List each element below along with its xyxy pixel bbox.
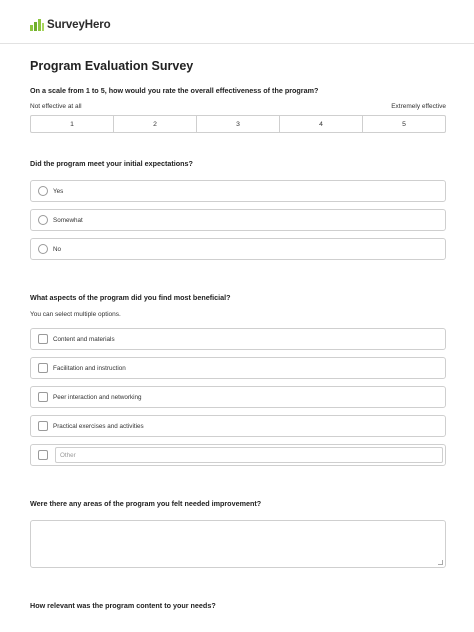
checkbox-option-peer[interactable] xyxy=(30,386,446,408)
radio-option-label: Yes xyxy=(53,187,64,195)
resize-handle-icon[interactable] xyxy=(438,560,443,565)
header-bar xyxy=(0,0,474,44)
scale-option-3[interactable]: 3 xyxy=(197,116,280,132)
checkbox-option-label: Practical exercises and activities xyxy=(53,422,144,430)
question-5-label: How relevant was the program content to your needs? xyxy=(30,601,216,610)
question-3-hint: You can select multiple options. xyxy=(30,311,121,318)
radio-option-label: Somewhat xyxy=(53,216,83,224)
question-4-label: Were there any areas of the program you felt needed improvement? xyxy=(30,499,262,508)
checkbox[interactable] xyxy=(38,421,48,431)
question-2-label: Did the program meet your initial expectations? xyxy=(30,159,193,168)
checkbox-option-label: Content and materials xyxy=(53,335,115,343)
radio-option-yes[interactable] xyxy=(30,180,446,202)
checkbox-option-other[interactable] xyxy=(30,444,446,466)
surveyhero-logo-icon xyxy=(30,19,44,31)
checkbox[interactable] xyxy=(38,450,48,460)
checkbox-option-facilitation[interactable] xyxy=(30,357,446,379)
radio-button[interactable] xyxy=(38,215,48,225)
brand-name: SurveyHero xyxy=(47,19,111,31)
radio-button[interactable] xyxy=(38,186,48,196)
scale-option-5[interactable]: 5 xyxy=(402,120,406,128)
scale-min-label: Not effective at all xyxy=(30,103,82,110)
brand-logo[interactable] xyxy=(30,19,111,31)
checkbox-option-label: Peer interaction and networking xyxy=(53,393,142,401)
checkbox[interactable] xyxy=(38,334,48,344)
checkbox[interactable] xyxy=(38,363,48,373)
question-1-label: On a scale from 1 to 5, how would you rate the overall effectiveness of the program? xyxy=(30,86,319,95)
question-3-label: What aspects of the program did you find most beneficial? xyxy=(30,293,231,302)
improvement-textarea[interactable] xyxy=(30,520,446,568)
radio-option-label: No xyxy=(53,245,62,253)
scale-option-2[interactable]: 2 xyxy=(114,116,197,132)
other-placeholder: Other xyxy=(60,451,76,459)
checkbox-option-label: Facilitation and instruction xyxy=(53,364,126,372)
other-text-input[interactable] xyxy=(55,447,443,463)
checkbox-option-practical[interactable] xyxy=(30,415,446,437)
scale-max-label: Extremely effective xyxy=(391,103,446,110)
survey-title: Program Evaluation Survey xyxy=(30,59,194,73)
checkbox[interactable] xyxy=(38,392,48,402)
radio-option-somewhat[interactable] xyxy=(30,209,446,231)
radio-option-no[interactable] xyxy=(30,238,446,260)
scale-option-1[interactable]: 1 xyxy=(31,116,114,132)
scale-option-4[interactable]: 4 xyxy=(280,116,363,132)
checkbox-option-content[interactable] xyxy=(30,328,446,350)
rating-scale xyxy=(30,115,446,133)
radio-button[interactable] xyxy=(38,244,48,254)
